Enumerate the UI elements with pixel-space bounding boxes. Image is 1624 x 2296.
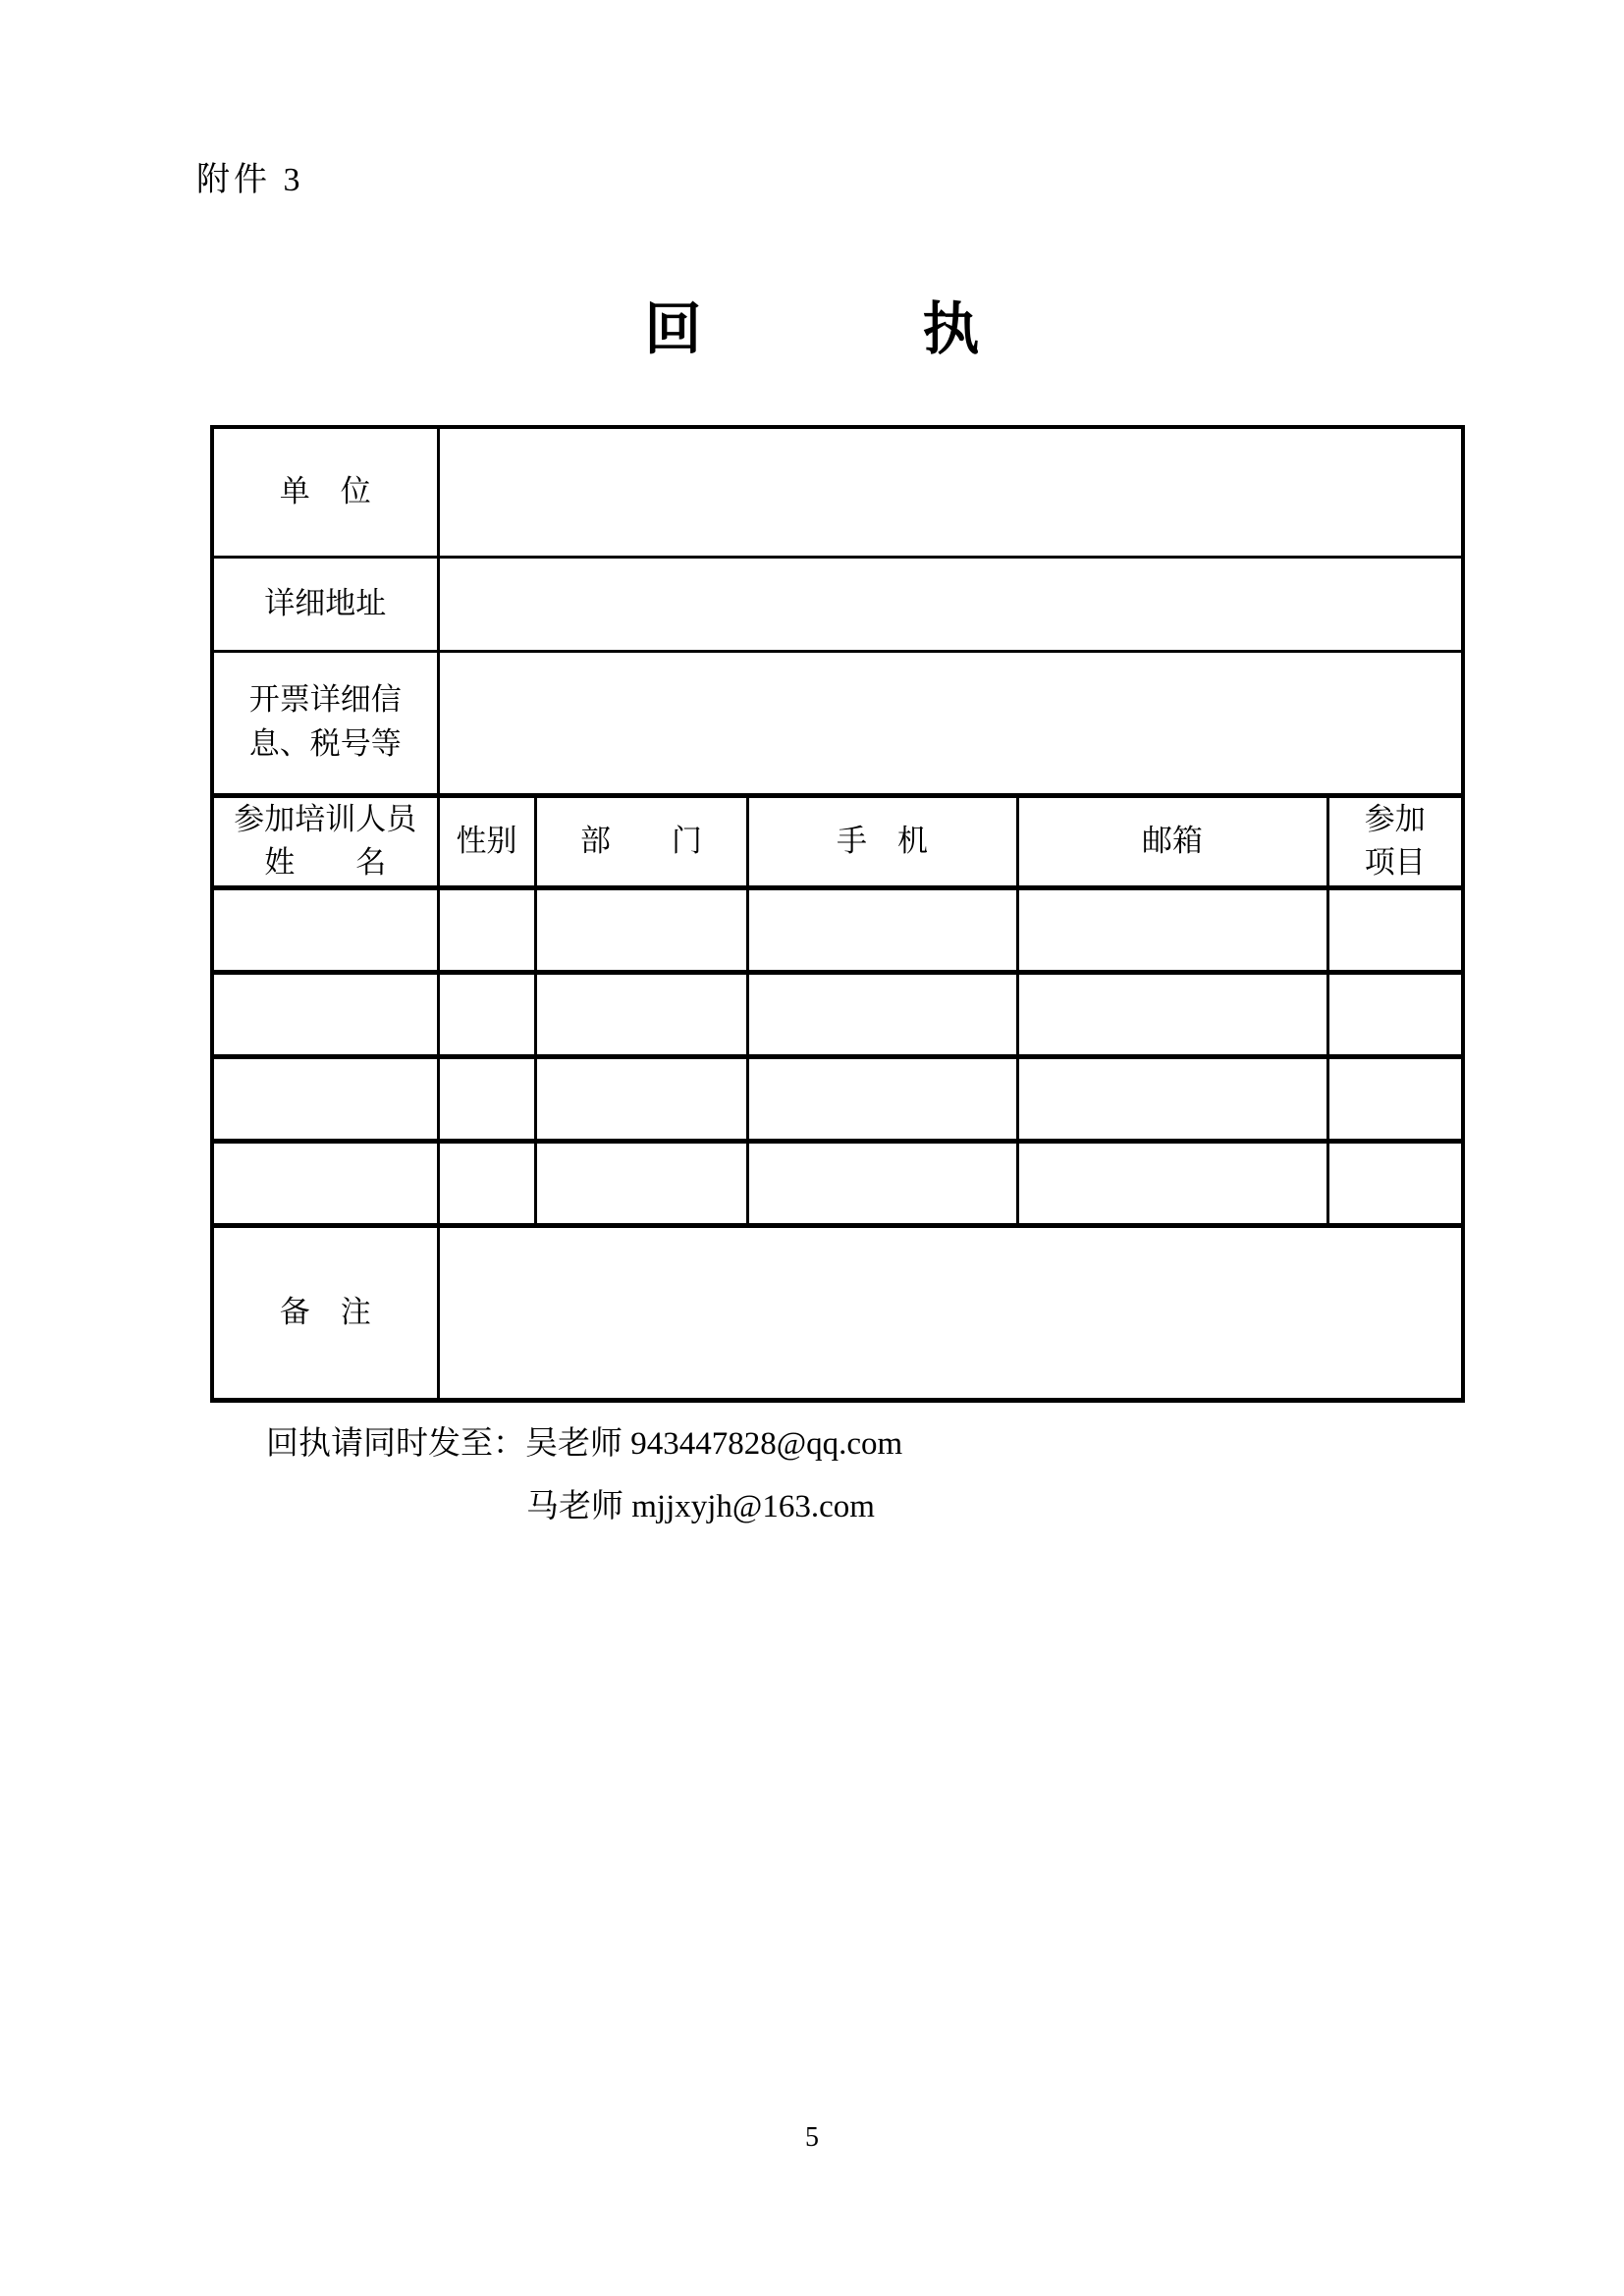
participant-empty-row: [212, 888, 1463, 973]
email-header: 邮箱: [1017, 795, 1327, 888]
attachment-label: 附件 3: [196, 162, 304, 198]
reply-form-table: [210, 425, 1465, 1403]
invoice-label: [212, 651, 438, 795]
participant-name-cell[interactable]: [212, 973, 438, 1057]
invoice-input-cell[interactable]: [438, 651, 1463, 795]
department-header: 部 门: [535, 795, 747, 888]
invoice-label-line2: 息、税号等: [248, 726, 402, 761]
project-cell[interactable]: [1327, 973, 1463, 1057]
participant-name-header: [212, 795, 438, 888]
department-cell[interactable]: [535, 1142, 747, 1226]
reply-send-to-line1: 回执请同时发至：吴老师 943447828@qq.com: [266, 1426, 903, 1462]
email-cell[interactable]: [1017, 888, 1327, 973]
remark-row: [212, 1226, 1463, 1401]
gender-cell[interactable]: [438, 1142, 535, 1226]
mobile-cell[interactable]: [747, 1057, 1017, 1142]
gender-cell[interactable]: [438, 1057, 535, 1142]
department-cell[interactable]: [535, 1057, 747, 1142]
participant-name-header-line1: 参加培训人员: [234, 801, 417, 836]
gender-cell[interactable]: [438, 888, 535, 973]
page-title: 回执: [644, 297, 1201, 361]
address-label: 详细地址: [212, 557, 438, 651]
project-header-line1: 参加: [1364, 801, 1426, 836]
project-header-line2: 项目: [1364, 845, 1426, 881]
participant-header-row: [212, 795, 1463, 888]
project-header: [1327, 795, 1463, 888]
department-cell[interactable]: [535, 888, 747, 973]
unit-label: 单 位: [212, 427, 438, 557]
department-cell[interactable]: [535, 973, 747, 1057]
project-cell[interactable]: [1327, 1142, 1463, 1226]
participant-name-cell[interactable]: [212, 1142, 438, 1226]
reply-send-to-line2: 马老师 mjjxyjh@163.com: [526, 1489, 875, 1524]
participant-empty-row: [212, 1057, 1463, 1142]
mobile-cell[interactable]: [747, 973, 1017, 1057]
address-input-cell[interactable]: [438, 557, 1463, 651]
invoice-label-line1: 开票详细信: [248, 682, 402, 718]
mobile-cell[interactable]: [747, 888, 1017, 973]
participant-empty-row: [212, 973, 1463, 1057]
page-number: 5: [805, 2122, 819, 2153]
participant-name-cell[interactable]: [212, 888, 438, 973]
remark-input-cell[interactable]: [438, 1226, 1463, 1401]
project-cell[interactable]: [1327, 888, 1463, 973]
email-cell[interactable]: [1017, 1057, 1327, 1142]
remark-label: 备 注: [212, 1226, 438, 1401]
mobile-header: 手 机: [747, 795, 1017, 888]
unit-row: [212, 427, 1463, 557]
participant-empty-row: [212, 1142, 1463, 1226]
project-cell[interactable]: [1327, 1057, 1463, 1142]
gender-cell[interactable]: [438, 973, 535, 1057]
unit-input-cell[interactable]: [438, 427, 1463, 557]
invoice-row: [212, 651, 1463, 795]
email-cell[interactable]: [1017, 1142, 1327, 1226]
address-row: [212, 557, 1463, 651]
email-cell[interactable]: [1017, 973, 1327, 1057]
participant-name-cell[interactable]: [212, 1057, 438, 1142]
gender-header: 性别: [438, 795, 535, 888]
participant-name-header-line2: 姓 名: [264, 845, 387, 881]
mobile-cell[interactable]: [747, 1142, 1017, 1226]
